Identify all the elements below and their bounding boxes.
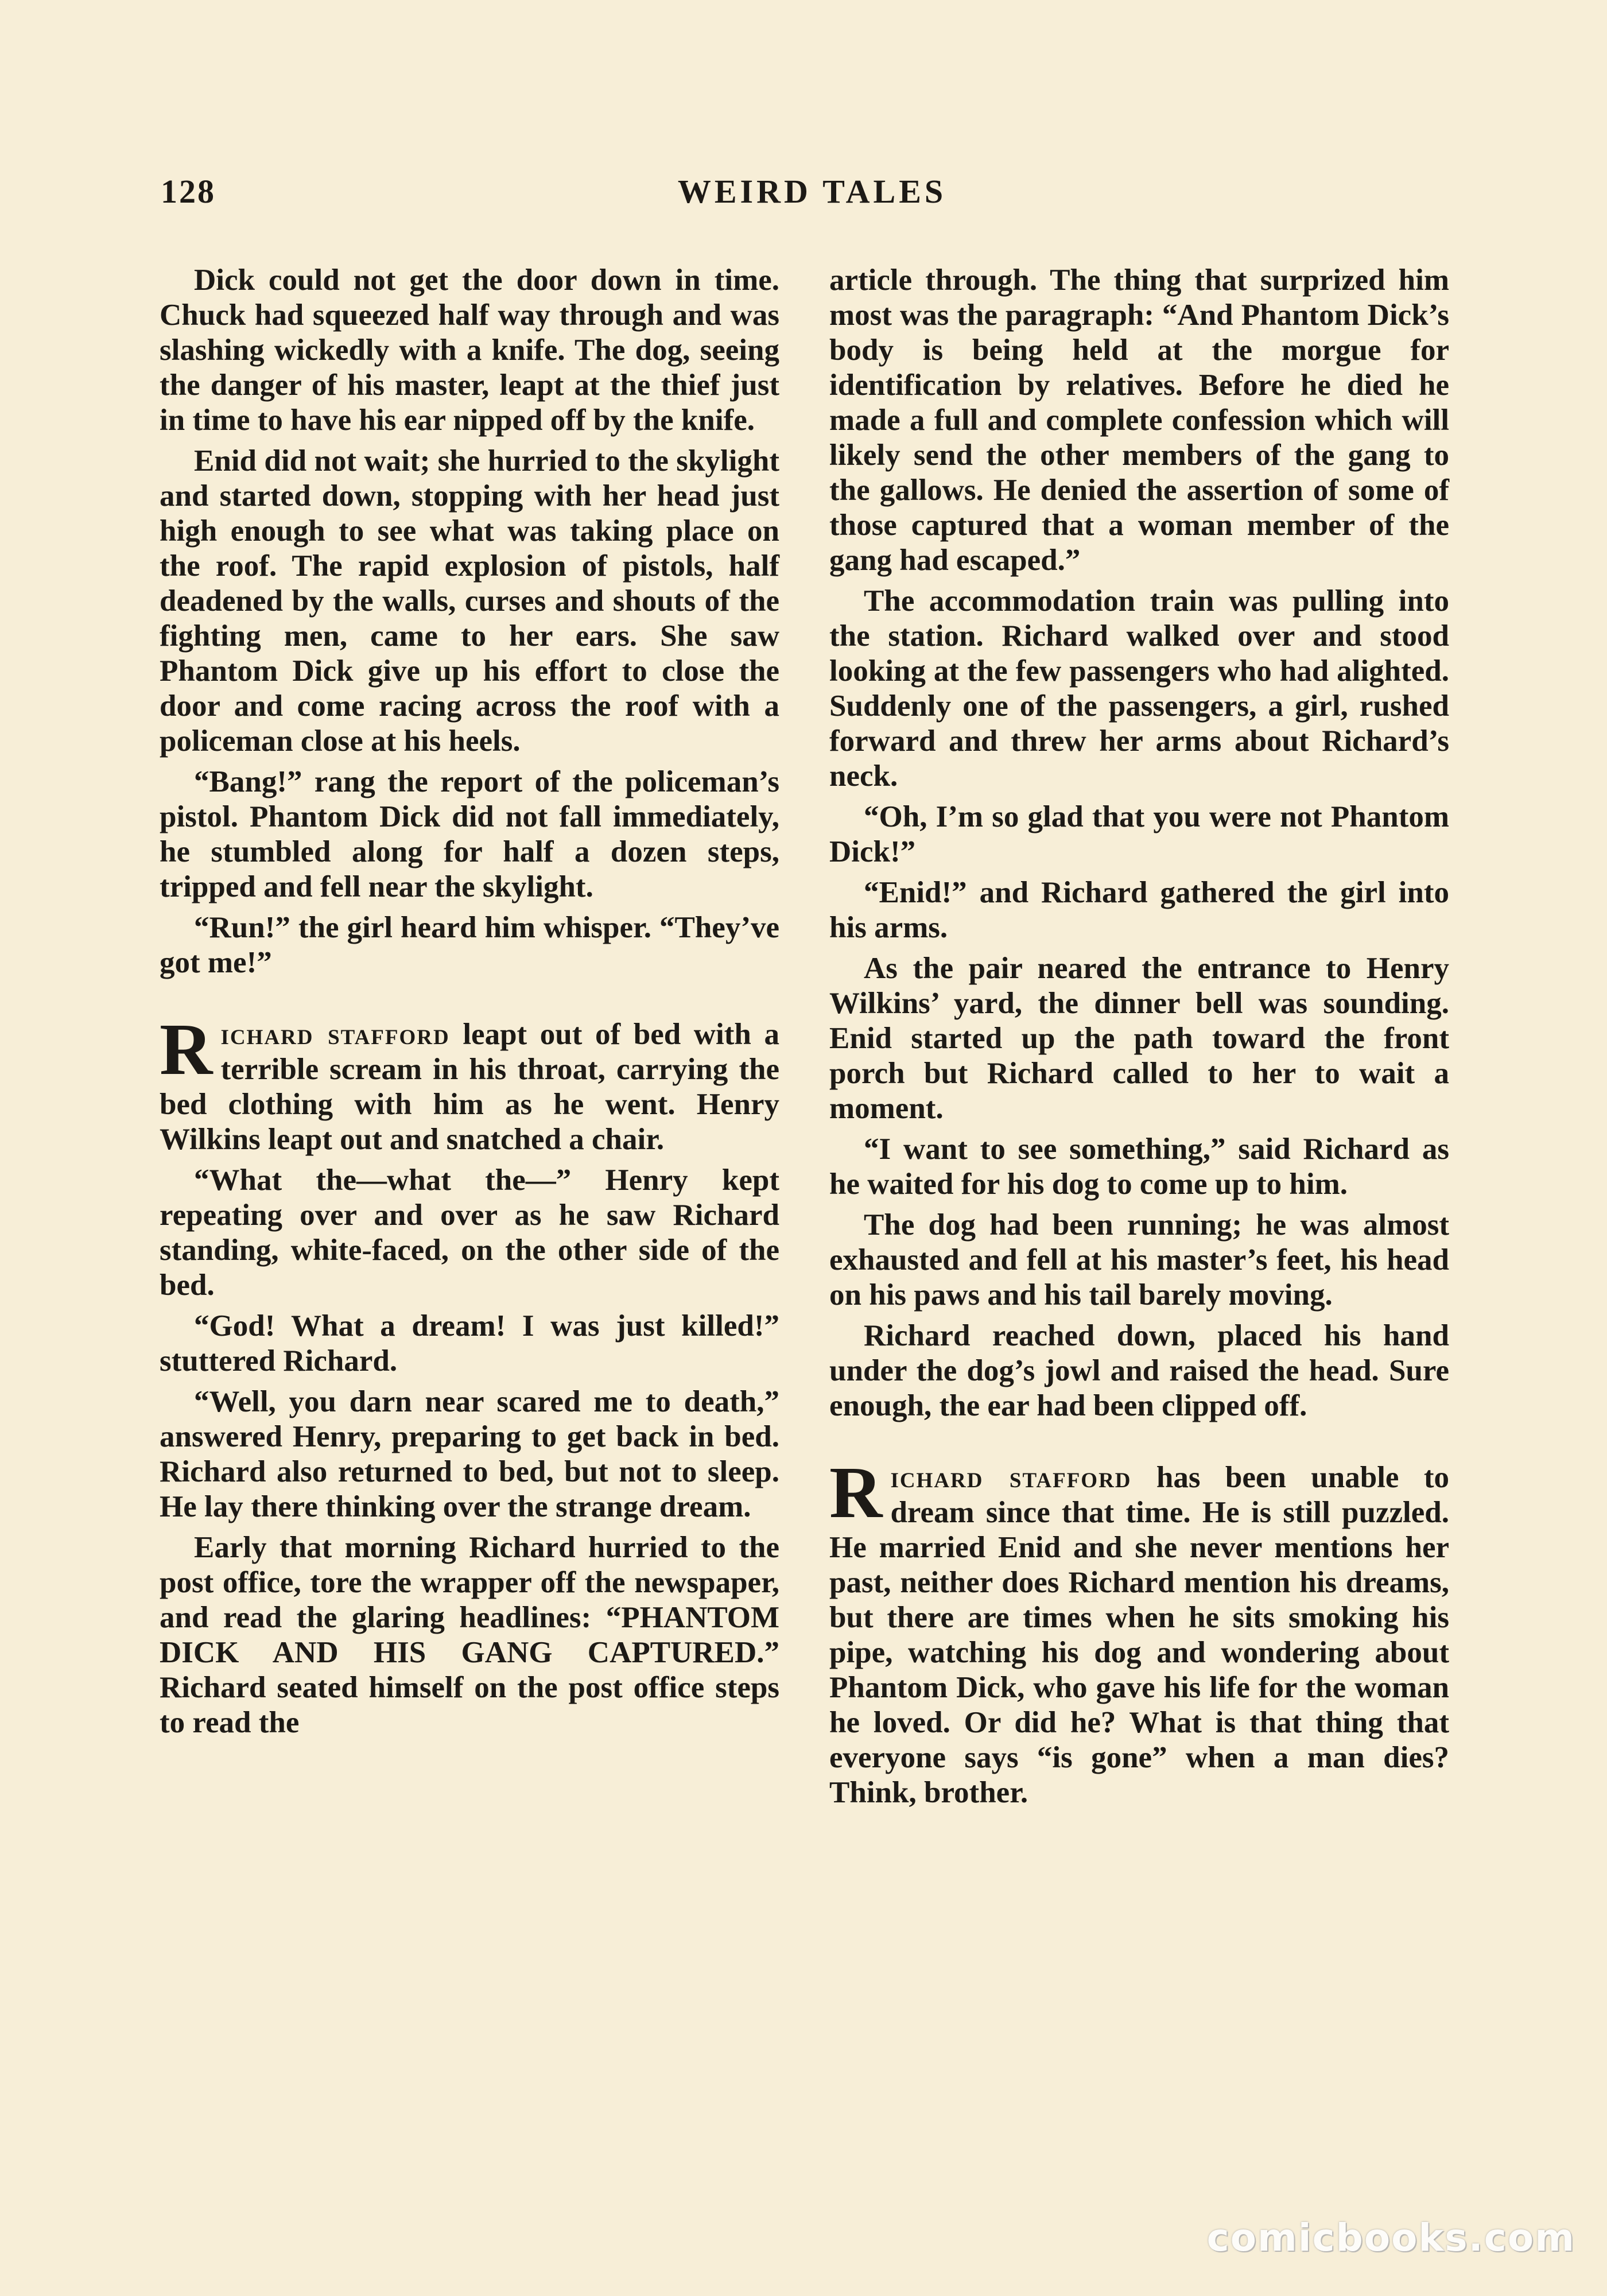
paragraph: “I want to see something,” said Richard as he waited for his dog to come up to him. (829, 1133, 1449, 1201)
small-caps-name: ichard stafford (890, 1461, 1132, 1494)
paragraph: As the pair neared the entrance to Henry Wilkins’ yard, the dinner bell was sounding. Enid started up the path toward the front porch but Richard called to her to wait a moment. (829, 952, 1449, 1125)
paragraph: “Oh, I’m so glad that you were not Phantom Dick!” (829, 800, 1449, 868)
right-column (829, 263, 1449, 1816)
paragraph: Enid did not wait; she hurried to the skylight and started down, stopping with her head just high enough to see what was taking place on the roof. The rapid explosion of pistols, half deadened by the walls, curses and shouts of the fighting men, came to her ears. She saw Phantom Dick give up his effort to close the door and come racing across the roof with a policeman close at his heels. (160, 444, 779, 758)
section-opening-paragraph (160, 1009, 779, 1157)
paragraph: Dick could not get the door down in time. Chuck had squeezed half way through and was slashing wickedly with a knife. The dog, seeing the danger of his master, leapt at the thief just in time to have his ear nipped off by the knife. (160, 263, 779, 437)
paragraph: “Run!” the girl heard him whisper. “They’ve got me!” (160, 911, 779, 979)
page-header (161, 172, 1464, 224)
paragraph: “Well, you darn near scared me to death,” answered Henry, preparing to get back in bed. Richard also returned to bed, but not to sleep. He lay there thinking over the strange dream. (160, 1385, 779, 1523)
paragraph: Early that morning Richard hurried to the post office, tore the wrapper off the newspaper, and read the glaring headlines: “PHANTOM DICK AND HIS GANG CAPTURED.” Richard seated himself on the post office steps to read the (160, 1531, 779, 1739)
small-caps-name: ichard stafford (220, 1018, 450, 1051)
paragraph: The dog had been running; he was almost exhausted and fell at his master’s feet, his head on his paws and his tail barely moving. (829, 1208, 1449, 1312)
paragraph: Richard reached down, placed his hand under the dog’s jowl and raised the head. Sure enough, the ear had been clipped off. (829, 1319, 1449, 1422)
paragraph: The accommodation train was pulling into the station. Richard walked over and stood looking at the few passengers who had alighted. Suddenly one of the passengers, a girl, rushed forward and threw her arms about Richard’s neck. (829, 584, 1449, 793)
drop-cap: R (160, 1009, 213, 1090)
left-column (160, 263, 779, 1746)
paragraph: “God! What a dream! I was just killed!” stuttered Richard. (160, 1309, 779, 1378)
paragraph: “What the—what the—” Henry kept repeating over and over as he saw Richard standing, white-faced, on the other side of the bed. (160, 1163, 779, 1302)
drop-cap: R (829, 1452, 883, 1533)
paragraph-text: has been unable to dream since that time. He is still puzzled. He married Enid and she never mentions her past, neither does Richard mention his dreams, but there are times when he sits smoking his pipe, watching his dog and wondering about Phantom Dick, who gave his life for the woman he loved. Or did he? What is that thing that everyone says “is gone” when a man dies? Think, brother. (829, 1461, 1449, 1809)
paragraph: “Enid!” and Richard gathered the girl into his arms. (829, 876, 1449, 944)
site-watermark: comicbooks.com (1206, 2216, 1575, 2260)
paragraph: article through. The thing that surprized him most was the paragraph: “And Phantom Dick’s body is being held at the morgue for identification by relatives. Before he died he made a full and complete confession which will likely send the other members of the gang to the gallows. He denied the assertion of some of those captured that a woman member of the gang had escaped.” (829, 263, 1449, 577)
running-title: WEIRD TALES (677, 173, 947, 210)
paragraph-text: leapt out of bed with a terrible scream in his throat, carrying the bed clothing with him as he went. Henry Wilkins leapt out and snatched a chair. (160, 1018, 779, 1156)
paragraph: “Bang!” rang the report of the policeman’s pistol. Phantom Dick did not fall immediately, he stumbled along for half a dozen steps, tripped and fell near the skylight. (160, 765, 779, 903)
page-number: 128 (161, 173, 216, 210)
section-opening-paragraph (829, 1452, 1449, 1810)
